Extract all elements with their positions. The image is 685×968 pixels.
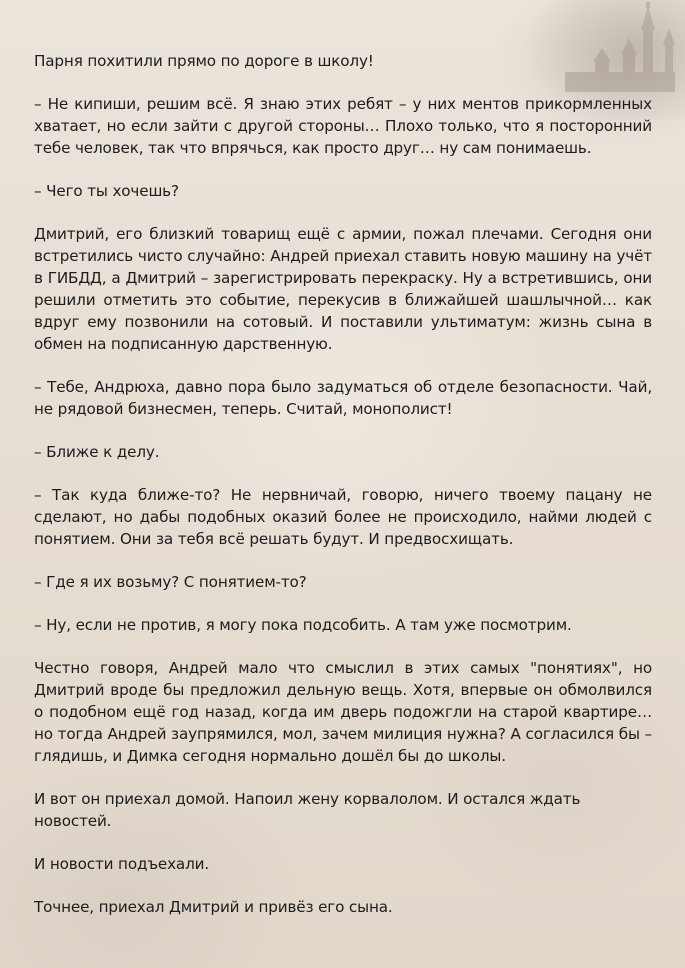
paragraph: – Не кипиши, решим всё. Я знаю этих ребят – у них ментов прикормленных хватает, но если зайти с другой стороны… Плохо только, что я посторонний тебе человек, так что впрячься, как просто друг… ну сам понимаешь.: [34, 95, 652, 157]
paragraph: – Где я их возьму? С понятием-то?: [34, 573, 307, 591]
paragraph: – Чего ты хочешь?: [34, 182, 179, 200]
paragraph: Парня похитили прямо по дороге в школу!: [34, 52, 374, 70]
paragraph: – Ну, если не против, я могу пока подсобить. А там уже посмотрим.: [34, 616, 572, 634]
paragraph: – Так куда ближе-то? Не нервничай, говорю, ничего твоему пацану не сделают, но дабы подобных оказий более не происходило, найми людей с понятием. Они за тебя всё решать будут. И предвосхищать.: [34, 486, 652, 548]
paragraph: Дмитрий, его близкий товарищ ещё с армии, пожал плечами. Сегодня они встретились чисто случайно: Андрей приехал ставить новую машину на учёт в ГИБДД, а Дмитрий – зарегистрировать перекраску. Ну а встретившись, они решили отметить это событие, перекусив в ближайшей шашлычной… как вдруг ему позвонили на сотовый. И поставили ультиматум: жизнь сына в обмен на подписанную дарственную.: [34, 225, 652, 353]
paragraph: – Тебе, Андрюха, давно пора было задуматься об отделе безопасности. Чай, не рядовой бизнесмен, теперь. Считай, монополист!: [34, 378, 652, 418]
paragraph: И новости подъехали.: [34, 855, 210, 873]
paragraph: Честно говоря, Андрей мало что смыслил в этих самых "понятиях", но Дмитрий вроде бы предложил дельную вещь. Хотя, впервые он обмолвился о подобном ещё год назад, когда им дверь подожгли на старой квартире… но тогда Андрей заупрямился, мол, зачем милиция нужна? А согласился бы – глядишь, и Димка сегодня нормально дошёл бы до школы.: [34, 659, 652, 765]
paragraph: Точнее, приехал Дмитрий и привёз его сына.: [34, 898, 393, 916]
story-text: [34, 50, 652, 939]
paragraph: И вот он приехал домой. Напоил жену корвалолом. И остался ждать новостей.: [34, 790, 581, 830]
paragraph: – Ближе к делу.: [34, 443, 160, 461]
